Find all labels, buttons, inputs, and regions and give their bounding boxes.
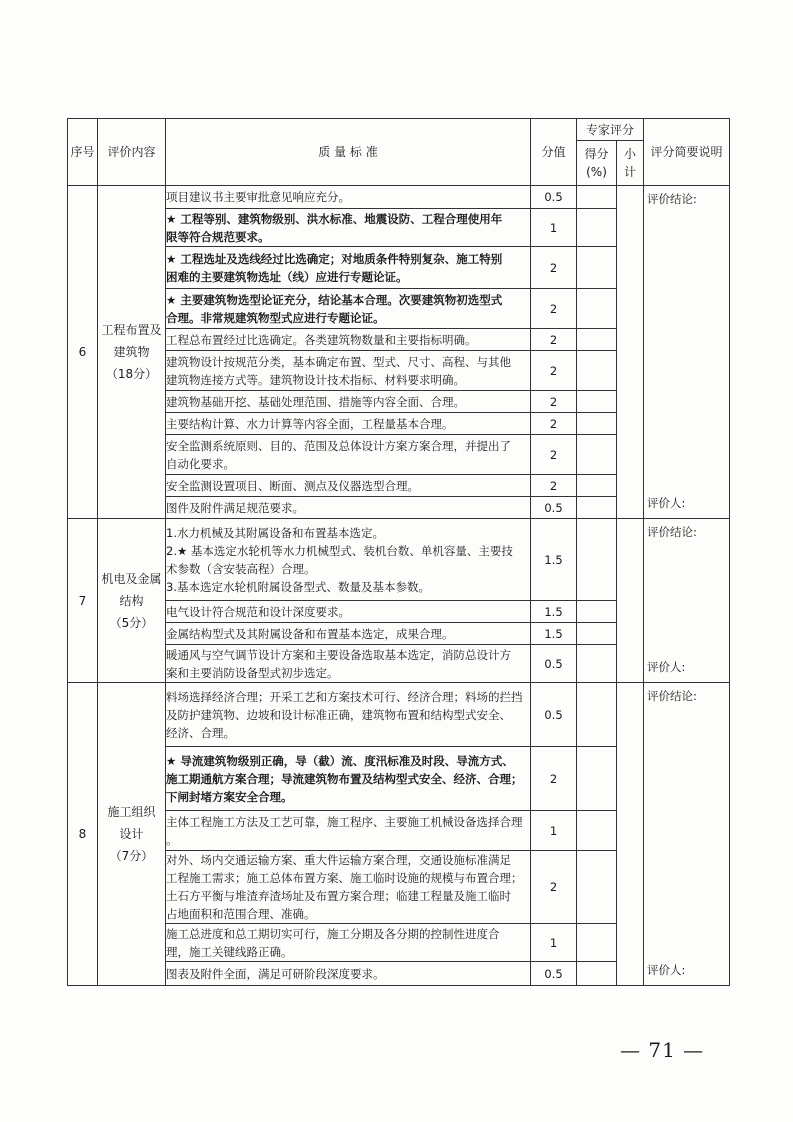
score-value: 0.5 — [531, 962, 577, 986]
score-value: 1 — [531, 209, 577, 247]
expert-score-cell[interactable] — [577, 247, 617, 289]
score-value: 0.5 — [531, 497, 577, 519]
header-expert: 专家评分 — [577, 119, 644, 141]
quality-standard — [166, 209, 531, 247]
standard-line: 施工总进度和总工期切实可行，施工分期及各分期的控制性进度合 — [166, 926, 500, 941]
standard-line: 安全监测系统原则、目的、范围及总体设计方案方案合理，并提出了 — [166, 438, 511, 453]
score-value: 0.5 — [531, 683, 577, 747]
standard-line: 下闸封堵方案安全合理。 — [166, 789, 293, 804]
section-content-line: （7分） — [109, 849, 154, 863]
standard-line: 建筑物基础开挖、基础处理范围、措施等内容全面、合理。 — [166, 394, 465, 409]
score-value: 2 — [531, 747, 577, 811]
score-value: 2 — [531, 851, 577, 924]
score-value: 0.5 — [531, 186, 577, 209]
score-value: 1 — [531, 924, 577, 962]
standard-line: 合理。非常规建筑物型式应进行专题论证。 — [166, 310, 385, 325]
section-content-line: （18分） — [105, 367, 158, 381]
score-value: 0.5 — [531, 645, 577, 683]
page-number: — 71 — — [620, 1038, 705, 1062]
score-value: 2 — [531, 329, 577, 351]
quality-standard — [166, 851, 531, 924]
quality-standard — [166, 519, 531, 601]
standard-line: 限等符合规范要求。 — [166, 229, 270, 244]
header-score: 分值 — [531, 119, 577, 186]
quality-standard — [166, 391, 531, 413]
header-got-line2: (%) — [586, 165, 607, 179]
evaluator-label: 评价人: — [647, 496, 686, 510]
section-content-line: 工程布置及 — [101, 323, 162, 337]
section-number: 8 — [68, 683, 98, 986]
standard-line: 土石方平衡与堆渣弃渣场址及布置方案合理；临建工程量及施工临时 — [166, 889, 511, 903]
standard-line: ★ 导流建筑物级别正确，导（截）流、度汛标准及时段、导流方式、 — [166, 753, 514, 768]
section-content-line: 设计 — [119, 827, 144, 841]
score-value: 2 — [531, 475, 577, 497]
expert-score-cell[interactable] — [577, 289, 617, 329]
quality-standard — [166, 413, 531, 435]
section-content-line: 结构 — [119, 593, 144, 608]
standard-line: 施工期通航方案合理；导流建筑物布置及结构型式安全、经济、合理； — [166, 771, 523, 786]
standard-line: 占地面积和范围合理、准确。 — [166, 907, 316, 921]
expert-score-cell[interactable] — [577, 497, 617, 519]
score-value: 1.5 — [531, 601, 577, 623]
expert-score-cell[interactable] — [577, 623, 617, 645]
standard-line: 工程施工需求；施工总体布置方案、施工临时设施的规模与布置合理； — [166, 871, 523, 885]
quality-standard — [166, 186, 531, 209]
expert-score-cell[interactable] — [577, 475, 617, 497]
expert-score-cell[interactable] — [577, 186, 617, 209]
standard-line: 建筑物连接方式等。建筑物设计技术指标、材料要求明确。 — [166, 372, 465, 387]
section-number: 7 — [68, 519, 98, 683]
evaluation-table — [67, 118, 730, 986]
evaluator-label: 评价人: — [647, 963, 686, 977]
quality-standard — [166, 475, 531, 497]
standard-line: 。 — [166, 832, 178, 847]
evaluator-label: 评价人: — [647, 660, 686, 674]
standard-line: 暖通风与空气调节设计方案和主要设备选取基本选定，消防总设计方 — [166, 647, 511, 662]
standard-line: ★ 工程等别、建筑物级别、洪水标准、地震设防、工程合理使用年 — [166, 211, 503, 226]
quality-standard — [166, 747, 531, 811]
subtotal-cell[interactable] — [617, 683, 644, 986]
standard-line: 对外、场内交通运输方案、重大件运输方案合理，交通设施标准满足 — [166, 853, 511, 867]
standard-line: 1.水力机械及其附属设备和布置基本选定。 — [166, 525, 384, 540]
standard-line: 经济、合理。 — [166, 725, 235, 740]
expert-score-cell[interactable] — [577, 519, 617, 601]
quality-standard — [166, 329, 531, 351]
quality-standard — [166, 247, 531, 289]
section-content — [98, 519, 166, 683]
section-content-line: 机电及金属 — [101, 571, 162, 586]
header-note: 评分简要说明 — [644, 119, 730, 186]
score-value: 2 — [531, 289, 577, 329]
quality-standard — [166, 811, 531, 851]
standard-line: 术参数（含安装高程）合理。 — [166, 561, 316, 576]
quality-standard — [166, 289, 531, 329]
section-number: 6 — [68, 186, 98, 519]
section-content-line: 施工组织 — [107, 805, 156, 819]
quality-standard — [166, 351, 531, 391]
expert-score-cell[interactable] — [577, 209, 617, 247]
score-value: 2 — [531, 351, 577, 391]
table-row — [68, 683, 730, 747]
expert-score-cell[interactable] — [577, 601, 617, 623]
section-content — [98, 186, 166, 519]
score-value: 1.5 — [531, 623, 577, 645]
score-value: 2 — [531, 413, 577, 435]
conclusion-label: 评价结论: — [647, 525, 697, 539]
standard-line: 2.★ 基本选定水轮机等水力机械型式、装机台数、单机容量、主要技 — [166, 543, 513, 558]
header-seq: 序号 — [68, 119, 98, 186]
expert-score-cell[interactable] — [577, 329, 617, 351]
standard-line: 料场选择经济合理；开采工艺和方案技术可行、经济合理；料场的拦挡 — [166, 689, 523, 704]
standard-line: 理，施工关键线路正确。 — [166, 944, 293, 959]
standard-line: 困难的主要建筑物选址（线）应进行专题论证。 — [166, 269, 408, 284]
conclusion-label: 评价结论: — [647, 689, 697, 703]
standard-line: 图表及附件全面，满足可研阶段深度要求。 — [166, 966, 385, 981]
quality-standard — [166, 645, 531, 683]
score-value: 1 — [531, 811, 577, 851]
expert-score-cell[interactable] — [577, 851, 617, 924]
quality-standard — [166, 962, 531, 986]
standard-line: 建筑物设计按规范分类，基本确定布置、型式、尺寸、高程、与其他 — [166, 354, 511, 369]
section-content — [98, 683, 166, 986]
header-got — [577, 141, 617, 186]
quality-standard — [166, 601, 531, 623]
expert-score-cell[interactable] — [577, 645, 617, 683]
expert-score-cell[interactable] — [577, 391, 617, 413]
standard-line: 案和主要消防设备型式初步选定。 — [166, 665, 339, 680]
table-row — [68, 186, 730, 209]
table-row — [68, 519, 730, 601]
standard-line: 金属结构型式及其附属设备和布置基本选定，成果合理。 — [166, 626, 454, 641]
expert-score-cell[interactable] — [577, 413, 617, 435]
standard-line: 3.基本选定水轮机附属设备型式、数量及基本参数。 — [166, 579, 430, 594]
standard-line: 工程总布置经过比选确定。各类建筑物数量和主要指标明确。 — [166, 332, 477, 347]
standard-line: 图件及附件满足规范要求。 — [166, 500, 304, 515]
expert-score-cell[interactable] — [577, 351, 617, 391]
section-content-line: （5分） — [109, 615, 154, 630]
score-value: 1.5 — [531, 519, 577, 601]
quality-standard — [166, 683, 531, 747]
conclusion-label: 评价结论: — [647, 192, 697, 206]
quality-standard — [166, 435, 531, 475]
standard-line: 主体工程施工方法及工艺可靠，施工程序、主要施工机械设备选择合理 — [166, 814, 523, 829]
subtotal-cell[interactable] — [617, 519, 644, 683]
expert-score-cell[interactable] — [577, 435, 617, 475]
standard-line: 项目建议书主要审批意见响应充分。 — [166, 190, 350, 204]
standard-line: 及防护建筑物、边坡和设计标准正确，建筑物布置和结构型式安全、 — [166, 707, 511, 722]
standard-line: ★ 主要建筑物选型论证充分，结论基本合理。次要建筑物初选型式 — [166, 292, 503, 307]
expert-score-cell[interactable] — [577, 811, 617, 851]
evaluation-note-cell[interactable] — [644, 683, 730, 986]
score-value: 2 — [531, 391, 577, 413]
expert-score-cell[interactable] — [577, 924, 617, 962]
standard-line: ★ 工程选址及选线经过比选确定；对地质条件特别复杂、施工特别 — [166, 251, 503, 266]
header-content: 评价内容 — [98, 119, 166, 186]
quality-standard — [166, 497, 531, 519]
expert-score-cell[interactable] — [577, 747, 617, 811]
evaluation-note-cell[interactable] — [644, 186, 730, 519]
standard-line: 安全监测设置项目、断面、测点及仪器选型合理。 — [166, 478, 419, 493]
score-value: 2 — [531, 435, 577, 475]
section-content-line: 建筑物 — [113, 345, 150, 359]
expert-score-cell[interactable] — [577, 683, 617, 747]
header-subtotal-line1: 小 — [624, 147, 637, 161]
evaluation-note-cell[interactable] — [644, 519, 730, 683]
subtotal-cell[interactable] — [617, 186, 644, 519]
quality-standard — [166, 924, 531, 962]
score-value: 2 — [531, 247, 577, 289]
expert-score-cell[interactable] — [577, 962, 617, 986]
quality-standard — [166, 623, 531, 645]
header-subtotal — [617, 141, 644, 186]
standard-line: 电气设计符合规范和设计深度要求。 — [166, 604, 350, 619]
header-subtotal-line2: 计 — [624, 165, 637, 179]
header-standard: 质 量 标 准 — [166, 119, 531, 186]
standard-line: 自动化要求。 — [166, 456, 235, 471]
standard-line: 主要结构计算、水力计算等内容全面，工程量基本合理。 — [166, 416, 454, 431]
header-got-line1: 得分 — [584, 147, 609, 161]
